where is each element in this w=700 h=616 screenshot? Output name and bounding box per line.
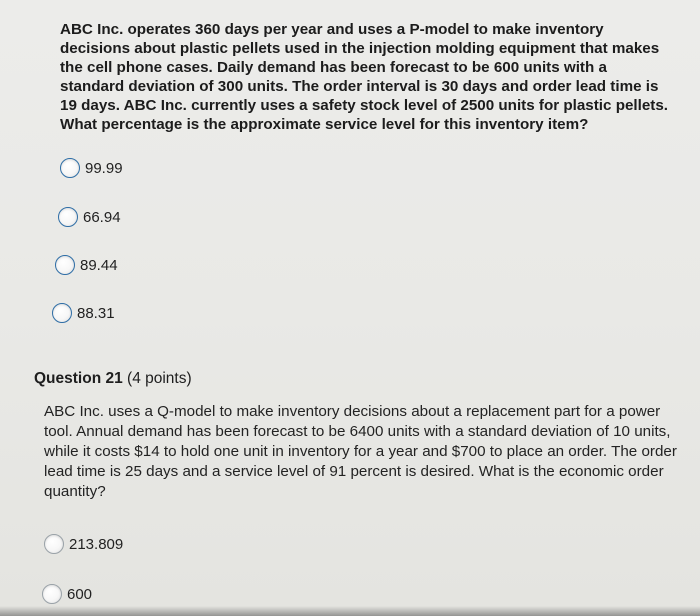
screen-edge-shadow <box>0 606 700 616</box>
question-header <box>34 370 192 388</box>
answer-option-1[interactable] <box>60 158 123 178</box>
answer-option-3[interactable] <box>55 255 118 275</box>
question-20-text: ABC Inc. operates 360 days per year and uses a P-model to make inventory decisions about plastic pellets used in the injection molding equipment that makes the cell phone cases. Daily demand has been forecast to be 600 units with a standard deviation of 300 units. The order interval is 30 days and order lead time is 19 days. ABC Inc. currently uses a safety stock level of 2500 units for plastic pellets. What percentage is the approximate service level for this inventory item? <box>60 21 669 133</box>
radio-button[interactable] <box>42 584 62 604</box>
radio-button[interactable] <box>55 255 75 275</box>
radio-button[interactable] <box>44 534 64 554</box>
answer-option-label: 213.809 <box>69 535 124 553</box>
radio-button[interactable] <box>60 158 80 178</box>
answer-option-4[interactable] <box>52 303 115 323</box>
answer-option-label: 88.31 <box>77 304 115 322</box>
answer-option-2[interactable] <box>58 207 121 227</box>
answer-option-label: 99.99 <box>85 159 123 177</box>
answer-option-label: 89.44 <box>80 256 118 274</box>
radio-button[interactable] <box>58 207 78 227</box>
question-21-text: ABC Inc. uses a Q-model to make inventory decisions about a replacement part for a power tool. Annual demand has been forecast to be 6400 units with a standard deviation of 10 units, while it costs $14 to hold one unit in inventory for a year and $700 to place an order. The order lead time is 25 days and a service level of 91 percent is desired. What is the economic order quantity? <box>44 403 677 500</box>
question-title: Question 21 <box>34 370 123 387</box>
answer-option-label: 66.94 <box>83 208 121 226</box>
answer-option-1[interactable] <box>44 534 123 554</box>
answer-option-label: 600 <box>67 585 93 603</box>
question-points: (4 points) <box>127 370 192 387</box>
radio-button[interactable] <box>52 303 72 323</box>
answer-option-2[interactable] <box>42 584 92 604</box>
